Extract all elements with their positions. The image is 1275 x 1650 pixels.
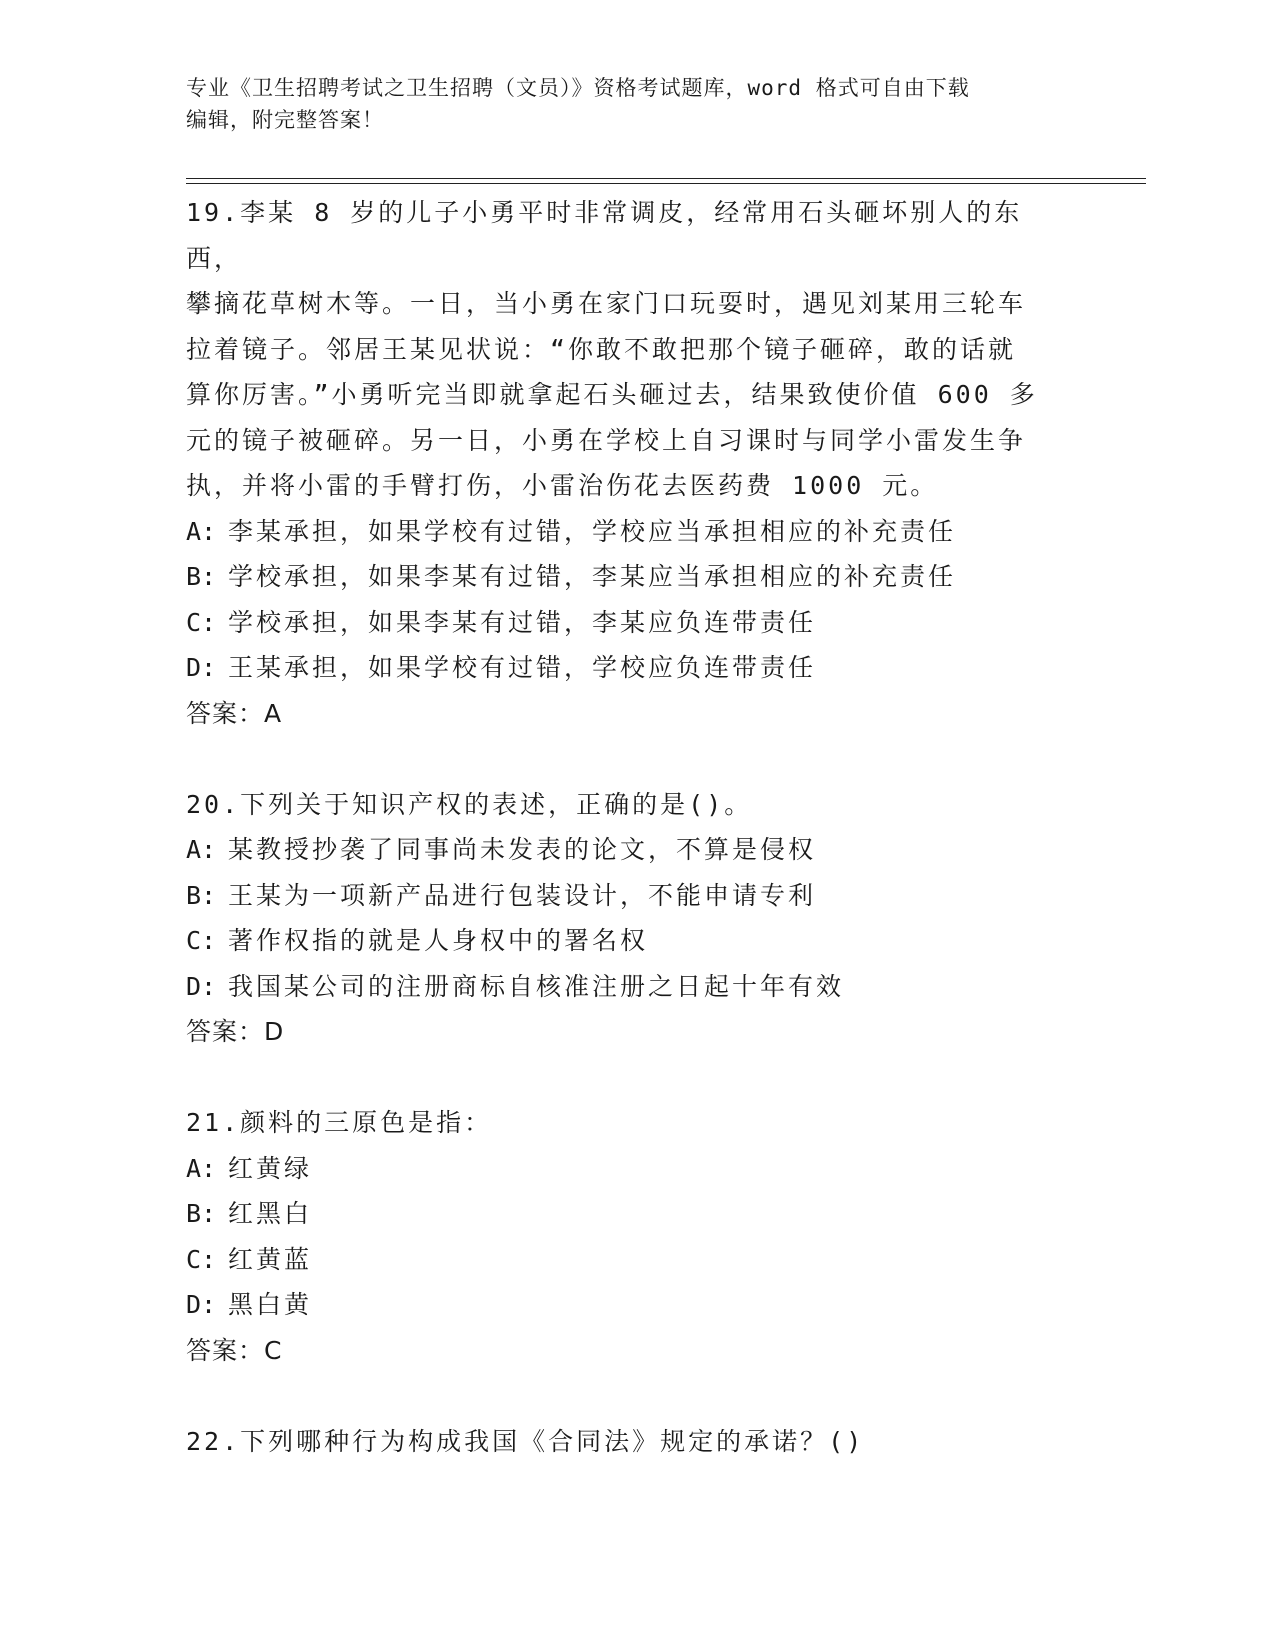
header-line-1: 专业《卫生招聘考试之卫生招聘（文员）》资格考试题库，word 格式可自由下载 xyxy=(186,76,970,100)
option-text: 李某承担，如果学校有过错，学校应当承担相应的补充责任 xyxy=(228,516,957,546)
header-divider-top xyxy=(186,178,1146,179)
option-key: C: xyxy=(186,926,217,955)
option-text: 某教授抄袭了同事尚未发表的论文，不算是侵权 xyxy=(228,835,817,864)
option-text: 红黄蓝 xyxy=(228,1244,313,1274)
question-line: 执，并将小雷的手臂打伤，小雷治伤花去医药费 1000 元。 xyxy=(186,471,939,500)
answer-line: 答案：D xyxy=(186,1017,285,1046)
option-key: B: xyxy=(186,1199,217,1228)
question-21 xyxy=(186,1100,1066,1373)
question-20 xyxy=(186,782,1066,1055)
option-text: 红黄绿 xyxy=(228,1153,313,1183)
question-line: 攀摘花草树木等。一日，当小勇在家门口玩耍时，遇见刘某用三轮车 xyxy=(186,289,1027,318)
option-key: D: xyxy=(186,971,217,1001)
header-divider-bottom xyxy=(186,183,1146,184)
option-a xyxy=(186,509,1066,555)
option-c xyxy=(186,600,1066,646)
question-list xyxy=(186,190,1066,1510)
option-b xyxy=(186,873,1066,919)
question-line: 20.下列关于知识产权的表述，正确的是()。 xyxy=(186,789,753,819)
option-key: B: xyxy=(186,562,217,591)
option-text: 我国某公司的注册商标自核准注册之日起十年有效 xyxy=(228,971,845,1001)
option-key: A: xyxy=(186,835,217,864)
option-a xyxy=(186,1146,1066,1192)
option-key: D: xyxy=(186,1290,217,1319)
option-d xyxy=(186,1282,1066,1328)
option-key: A: xyxy=(186,1153,217,1183)
question-line: 19.李某 8 岁的儿子小勇平时非常调皮，经常用石头砸坏别人的东西， xyxy=(186,198,1023,273)
question-line: 拉着镜子。邻居王某见状说：“你敢不敢把那个镜子砸碎，敢的话就 xyxy=(186,334,1017,364)
option-text: 学校承担，如果李某有过错，李某应负连带责任 xyxy=(228,607,817,637)
question-line: 22.下列哪种行为构成我国《合同法》规定的承诺？() xyxy=(186,1426,865,1456)
header-line-2: 编辑，附完整答案！ xyxy=(186,108,384,132)
option-c xyxy=(186,1237,1066,1283)
option-text: 王某为一项新产品进行包装设计，不能申请专利 xyxy=(228,880,817,910)
option-key: A: xyxy=(186,516,217,546)
option-text: 著作权指的就是人身权中的署名权 xyxy=(228,926,649,955)
option-key: B: xyxy=(186,880,217,910)
question-line: 21.颜料的三原色是指： xyxy=(186,1108,493,1137)
option-key: C: xyxy=(186,1244,217,1274)
option-text: 红黑白 xyxy=(228,1199,313,1228)
option-a xyxy=(186,827,1066,873)
option-key: D: xyxy=(186,653,217,682)
option-c xyxy=(186,918,1066,964)
question-line: 元的镜子被砸碎。另一日，小勇在学校上自习课时与同学小雷发生争 xyxy=(186,425,1027,455)
answer-line: 答案：A xyxy=(186,698,283,728)
option-key: C: xyxy=(186,607,217,637)
option-d xyxy=(186,964,1066,1010)
answer-line: 答案：C xyxy=(186,1335,283,1365)
option-text: 王某承担，如果学校有过错，学校应负连带责任 xyxy=(228,653,817,682)
option-d xyxy=(186,645,1066,691)
option-text: 学校承担，如果李某有过错，李某应当承担相应的补充责任 xyxy=(228,562,957,591)
question-line: 算你厉害。”小勇听完当即就拿起石头砸过去，结果致使价值 600 多 xyxy=(186,380,1038,409)
question-22 xyxy=(186,1419,1066,1465)
question-19 xyxy=(186,190,1066,736)
option-b xyxy=(186,1191,1066,1237)
option-text: 黑白黄 xyxy=(228,1290,313,1319)
document-header xyxy=(186,72,1086,136)
option-b xyxy=(186,554,1066,600)
